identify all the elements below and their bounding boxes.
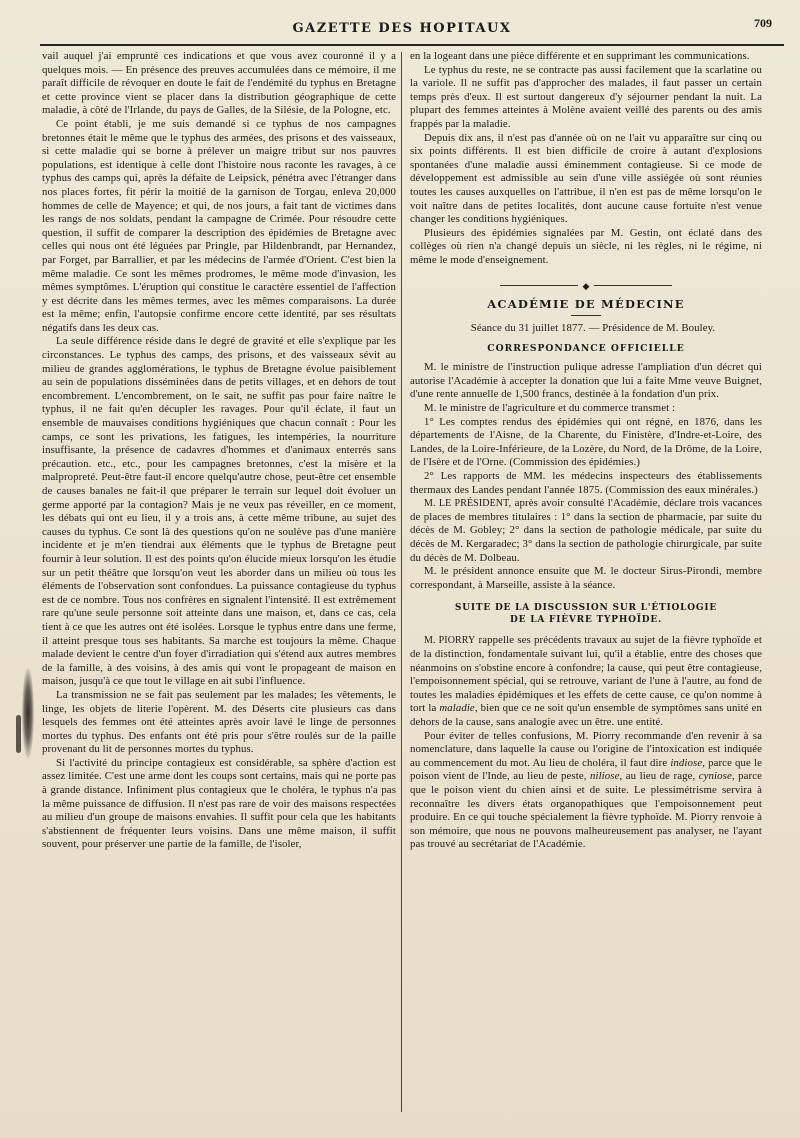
- session-line: Séance du 31 juillet 1877. — Présidence de M. Bouley.: [470, 322, 716, 335]
- journal-title: GAZETTE DES HOPITAUX: [292, 21, 512, 36]
- discussion-heading-line: SUITE DE LA DISCUSSION SUR L'ÉTIOLOGIE: [454, 603, 718, 614]
- paragraph-text: , parce que le poison vient de l'Inde, au lieu de peste,: [410, 756, 763, 783]
- paragraph-text: , au lieu de rage,: [619, 770, 699, 783]
- paragraph-text: , parce que le poison vient du chien ainsi et de suite. Le plessimétrisme servira à reconnaître les divers états organopathiques que l'empoisonnement peut produire. En ce qui touche spécialement la fièvre typhoïde. M. Piorry renvoie à son mémoire, que nous ne pouvons malheureusement pas analyser, ne l'ayant pas trouvé au secrétariat de l'Académie.: [410, 770, 762, 851]
- paragraph: M. le ministre de l'agriculture et du commerce transmet :: [424, 402, 676, 415]
- paragraph: en la logeant dans une pièce différente et en supprimant les communications.: [410, 50, 750, 62]
- italic-term: niliose: [589, 770, 620, 783]
- ink-stain: [22, 668, 34, 758]
- paragraph: Ce point établi, je me suis demandé si ce typhus de nos campagnes bretonnes était le même que le typhus des armées, des prisons et des vaisseaux, si cette maladie qui se borne à prélever un maigre tribut sur nos pauvres populations, est identique à celle dont l'histoire nous raconte les ravages, à ce typhus des camps qui, après la défaite de Leipsick, pénétra avec l'étranger dans nos places fortes, fit périr la moitié de la garnison de Torgau, enleva 20,000 hommes de celle de Mayence; et qui, de nos jours, a fait tant de victimes dans les rangs de nos soldats, pendant la campagne de Crimée. Pour résoudre cette question, il suffit de comparer la description des épidémies de Bretagne avec celles qui nous ont été léguées par Pringle, par Hildenbrandt, par Hernandez, par Forget, par Barrallier, et par les médecins de l'armée d'Orient. C'est bien la même maladie. Ce sont les mêmes prodromes, le même mode d'invasion, les mêmes symptômes. L'éruption qui constitue le caractère essentiel de l'affection y est décrite dans les mêmes termes, avec les mêmes comparaisons. La durée est la même; enfin, l'autopsie confirme encore cette identité, par ses résultats négatifs dans les deux cas.: [42, 117, 396, 334]
- paragraph: Le typhus du reste, ne se contracte pas aussi facilement que la scarlatine ou la variole. Il ne suffit pas d'approcher des malades, il faut passer un certain temps près d'eux. Il est surtout dangereux d'y séjourner pendant la nuit. La plupart des femmes atteintes à Molène avaient veillé des parents ou des amis frappés par la maladie.: [410, 63, 762, 130]
- paragraph: La transmission ne se fait pas seulement par les malades; les vêtements, le linge, les objets de literie l'opèrent. M. des Déserts cite plusieurs cas dans lesquels des femmes ont été atteintes après avoir lavé le linge de personnes mortes du typhus. Des enfants ont été pris pour s'être roulés sur de la paille provenant du lit de personnes mortes du typhus.: [42, 688, 396, 756]
- correspondence-heading: CORRESPONDANCE OFFICIELLE: [487, 342, 685, 354]
- piorry-paragraph: [410, 634, 762, 729]
- paragraph: Plusieurs des épidémies signalées par M. Gestin, ont éclaté dans des collèges où rien n'a changé depuis un siècle, ni les règles, ni le régime, ni même le mode d'enseignement.: [410, 226, 762, 266]
- discussion-heading: [410, 602, 762, 626]
- heading-rule: [571, 315, 601, 316]
- paragraph-text: Pour éviter de telles confusions, M. Piorry recommande d'en revenir à sa nomenclature, dans laquelle la cause ou l'origine de l'intoxication est indiquée au commencement du mot. Au lieu de choléra, il faut dire: [410, 729, 762, 769]
- ornament-diamond: ◆: [578, 281, 593, 291]
- paragraph-text: après avoir consulté l'Académie, déclare trois vacances de places de membres titulaires : 1° dans la section de pharmacie, par suite du décès de M. Gobley; 2° dans la section de pathologie médicale, par suite du décès de M. Kergaradec; 3° dans la section de pathologie chirurgicale, par suite du décès de M. Dolbeau.: [410, 497, 762, 564]
- president-paragraph: [410, 497, 762, 565]
- page-number: 709: [754, 16, 772, 30]
- paragraph-text: , bien que ce ne soit qu'un ensemble de symptômes sans unité en dehors de la cause, sans analogie avec un être. une entité.: [410, 702, 762, 728]
- paragraph: Depuis dix ans, il n'est pas d'année où on ne l'ait vu apparaître sur cinq ou six points différents. Il est bien difficile de croire à autant d'explosions spontanées d'une maladie aussi éminemment contagieuse. Si ce mode de développement est admissible au sein d'une ville assiégée où sont réunies toutes les causes auxquelles on l'attribue, il n'en est pas de même lorsqu'on le voit naître dans de petites localités, dont aucune cause fortuite n'est venue changer les conditions hygiéniques.: [410, 131, 762, 226]
- italic-term: maladie: [439, 702, 475, 715]
- paragraph: M. le président annonce ensuite que M. le docteur Sirus-Pirondi, membre correspondant, à Marseille, assiste à la séance.: [410, 565, 762, 591]
- paragraph: 1° Les comptes rendus des épidémies qui ont régné, en 1876, dans les départements de l'Aisne, de la Charente, du Finistère, d'Indre-et-Loire, des Landes, de la Loire-Inférieure, de la Lozère, du Nord, de la Drôme, de la Loire, de l'Isère et de l'Orne. (Commission des épidémies.): [410, 415, 762, 469]
- paragraph: La seule différence réside dans le degré de gravité et elle s'explique par les circonstances. Le typhus des camps, des prisons, et des vaisseaux sévit au milieu de grandes agglomérations, le typhus de Bretagne évolue paisiblement au sein de populations disséminées dans de petits villages, et en dehors de tout encombrement. L'encombrement, on le sait, ne suffit pas pour faire naître le typhus, il ne fait qu'en décupler les ravages. Pour qu'il éclate, il faut un ensemble de mauvaises conditions hygiéniques que chacun connaît : Pour les camps, ce sont les privations, les fatigues, les intempéries, la nourriture insuffisante, la présence de cadavres d'hommes et d'animaux enterrés sans précaution. etc., etc., pour les campagnes bretonnes, c'est la misère et la malpropreté. Peut-être faut-il encore quelqu'autre chose, peut-être cet ensemble de causes banales ne fait-il que préparer le terrain sur lequel doit évoluer un germe apporté par la contagion? Mais je ne veux pas réveiller, en ce moment, les débats qui ont eu lieu, il y a trois ans, à cette même tribune, au sujet des causes du typhus. Ce sont là des questions qu'on ne soulève pas d'une manière incidente et je m'en tiendrai aux éléments que le typhus de Bretagne peut fournir à leur solution. Il est des points qu'on élucide mieux lorsqu'on les étudie sur un petit théâtre que lorsqu'on veut les aborder dans un milieu où tous les éléments de l'observation sont confondues. La puissance contagieuse du typhus est de ce nombre. Tous nos confrères en signalent l'intensité. Il est extrêmement rare qu'une seule personne soit atteinte dans une maison, et, dans ce cas, cela tient à ce que les autres ont été isolées. Lorsque le typhus entre dans une ferme, il atteint presque tous ses habitants. Sa marche est toujours la même. Chaque malade devient le centre d'un foyer d'irradiation qui s'étend aux autres membres de la famille, à des voisins, à des amis qui vont le propageant de maison en maison, jusqu'à ce que tout le village en ait subi l'influence.: [42, 335, 396, 688]
- paragraph: vail auquel j'ai emprunté ces indications et que vous avez couronné il y a quelques mois. — En présence des preuves accumulées dans ce mémoire, il me paraît difficile de révoquer en doute le fait de l'endémité du typhus en Bretagne et cette province vient se placer dans la distribution géographique de cette maladie, à côté de l'Irlande, du pays de Galles, de la Silésie, de la Pologne, etc.: [42, 50, 396, 117]
- italic-term: cyniose: [698, 770, 732, 783]
- paragraph-text: rappelle ses précédents travaux au sujet de la fièvre typhoïde et de la distinction, fondamentale suivant lui, qu'il a établie, entre des choses que néanmoins on s'obstine encore à confondre; la cause, qui peut être contagieuse, l'empoisonnement spécial, qui se retrouve, variant de l'une à l'autre, au fond de toutes les maladies épidémiques et les effets de cette cause, ce qu'on nomme à tort la: [410, 634, 763, 715]
- speaker-label: M. PIORRY: [424, 635, 476, 647]
- paragraph: M. le ministre de l'instruction pulique adresse l'ampliation d'un décret qui autorise l'Académie à accepter la donation que lui a faite Mme veuve Buignet, d'une rente annuelle de 1,500 francs, destinée à la fondation d'un prix.: [410, 361, 762, 401]
- speaker-label: M. LE PRÉSIDENT,: [424, 498, 512, 510]
- discussion-heading-line: DE LA FIÈVRE TYPHOÏDE.: [510, 615, 662, 626]
- ink-stain-mark: [16, 715, 21, 753]
- italic-term: indiose: [670, 756, 703, 769]
- paragraph: Si l'activité du principe contagieux est considérable, sa sphère d'action est assez limitée. C'est une arme dont les coups sont certains, mais qui ne porte pas à grande distance. Infiniment plus contagieux que le choléra, le typhus n'a pas la même puissance de diffusion. Il n'est pas rare de voir des maisons respectées au milieu d'un groupe de maisons envahies. Il suffit pour cela que les habitants s'abstiennent de fréquenter leurs voisins. Dans une même maison, il suffit souvent, pour préserver une partie de la famille, de l'isoler,: [42, 756, 396, 851]
- paragraph: 2° Les rapports de MM. les médecins inspecteurs des établissements thermaux des Landes pendant l'année 1875. (Commission des eaux minérales.): [410, 470, 762, 496]
- final-paragraph: [410, 730, 762, 852]
- page-header: [40, 14, 772, 48]
- academy-heading: ACADÉMIE DE MÉDECINE: [487, 296, 685, 311]
- header-rule: [40, 44, 784, 46]
- left-column: [42, 50, 396, 852]
- column-divider: [401, 52, 402, 1112]
- right-column: [410, 50, 762, 852]
- section-ornament: [410, 280, 762, 290]
